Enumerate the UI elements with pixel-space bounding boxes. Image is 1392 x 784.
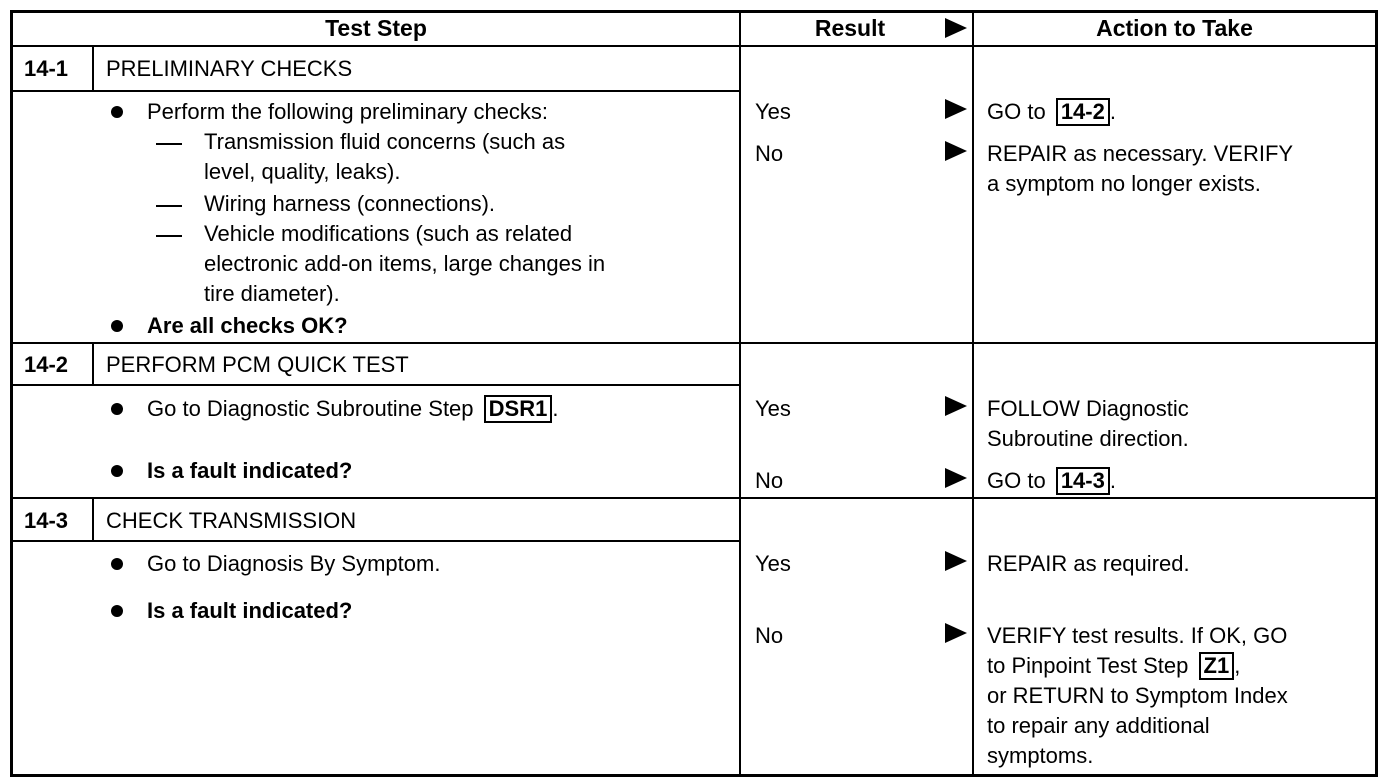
action-text-line: Subroutine direction.: [987, 426, 1189, 451]
action-suffix: ,: [1234, 653, 1241, 678]
step-reference-link[interactable]: 14-3: [1056, 467, 1110, 495]
table-border-bottom: [10, 774, 1378, 777]
table-border-right: [1375, 10, 1378, 777]
header-divider: [10, 45, 1378, 47]
action-text-line: a symptom no longer exists.: [987, 171, 1261, 196]
action-text-line: to repair any additional: [987, 713, 1210, 738]
question-text: Are all checks OK?: [147, 313, 348, 338]
action-prefix: GO to: [987, 468, 1046, 493]
action-text: [987, 651, 1240, 681]
step-number: 14-2: [24, 352, 69, 377]
checklist-item-line: Wiring harness (connections).: [204, 191, 496, 216]
action-prefix: GO to: [987, 99, 1046, 124]
action-text-line: VERIFY test results. If OK, GO: [987, 623, 1288, 648]
checklist-item-line: level, quality, leaks).: [204, 159, 401, 184]
question-text: Is a fault indicated?: [147, 458, 353, 483]
result-no: No: [755, 141, 784, 166]
table-border-left: [10, 10, 13, 777]
arrow-icon: [945, 623, 967, 643]
bullet-icon: [111, 558, 123, 570]
step2-title-divider: [10, 384, 741, 386]
row-divider-2: [10, 497, 1378, 499]
step-title: PERFORM PCM QUICK TEST: [106, 352, 409, 377]
dash-icon: [156, 143, 182, 145]
action-text-line: symptoms.: [987, 743, 1094, 768]
result-yes: Yes: [755, 99, 791, 124]
dash-icon: [156, 205, 182, 207]
bullet-icon: [111, 605, 123, 617]
action-text: [987, 466, 1116, 496]
instruction-prefix: Go to Diagnostic Subroutine Step: [147, 396, 474, 421]
column-divider-action: [972, 10, 974, 777]
step-reference-link[interactable]: 14-2: [1056, 98, 1110, 126]
step-reference-link[interactable]: DSR1: [484, 395, 553, 423]
instruction-text: Go to Diagnosis By Symptom.: [147, 551, 441, 576]
header-test-step: Test Step: [325, 15, 427, 41]
step2-number-divider: [92, 342, 94, 386]
arrow-icon: [945, 396, 967, 416]
action-suffix: .: [1109, 99, 1116, 124]
result-no: No: [755, 468, 784, 493]
arrow-icon: [945, 99, 967, 119]
checklist-item-line: electronic add-on items, large changes in: [204, 251, 606, 276]
result-yes: Yes: [755, 551, 791, 576]
header-arrow-icon: [945, 18, 967, 38]
action-suffix: .: [1109, 468, 1116, 493]
action-text-line: REPAIR as necessary. VERIFY: [987, 141, 1294, 166]
column-divider-result: [739, 10, 741, 777]
instruction-text: [147, 394, 558, 424]
step-title: CHECK TRANSMISSION: [106, 508, 357, 533]
step-number: 14-1: [24, 56, 69, 81]
instruction-text: Perform the following preliminary checks:: [147, 99, 549, 124]
checklist-item-line: Transmission fluid concerns (such as: [204, 129, 566, 154]
step-reference-link[interactable]: Z1: [1199, 652, 1235, 680]
row-divider-1: [10, 342, 1378, 344]
arrow-icon: [945, 468, 967, 488]
action-text-line: or RETURN to Symptom Index: [987, 683, 1288, 708]
result-no: No: [755, 623, 784, 648]
result-yes: Yes: [755, 396, 791, 421]
checklist-item-line: Vehicle modifications (such as related: [204, 221, 573, 246]
checklist-item-line: tire diameter).: [204, 281, 340, 306]
action-text: [987, 97, 1116, 127]
step-title: PRELIMINARY CHECKS: [106, 56, 353, 81]
instruction-suffix: .: [552, 396, 559, 421]
question-text: Is a fault indicated?: [147, 598, 353, 623]
header-action: Action to Take: [1096, 15, 1253, 41]
dash-icon: [156, 235, 182, 237]
step-number: 14-3: [24, 508, 69, 533]
step3-number-divider: [92, 497, 94, 542]
step3-title-divider: [10, 540, 741, 542]
action-text-line: FOLLOW Diagnostic: [987, 396, 1189, 421]
bullet-icon: [111, 403, 123, 415]
action-prefix: to Pinpoint Test Step: [987, 653, 1189, 678]
bullet-icon: [111, 320, 123, 332]
action-text-line: REPAIR as required.: [987, 551, 1190, 576]
arrow-icon: [945, 551, 967, 571]
step1-number-divider: [92, 45, 94, 92]
bullet-icon: [111, 465, 123, 477]
arrow-icon: [945, 141, 967, 161]
bullet-icon: [111, 106, 123, 118]
header-result: Result: [814, 15, 886, 41]
step1-title-divider: [10, 90, 741, 92]
